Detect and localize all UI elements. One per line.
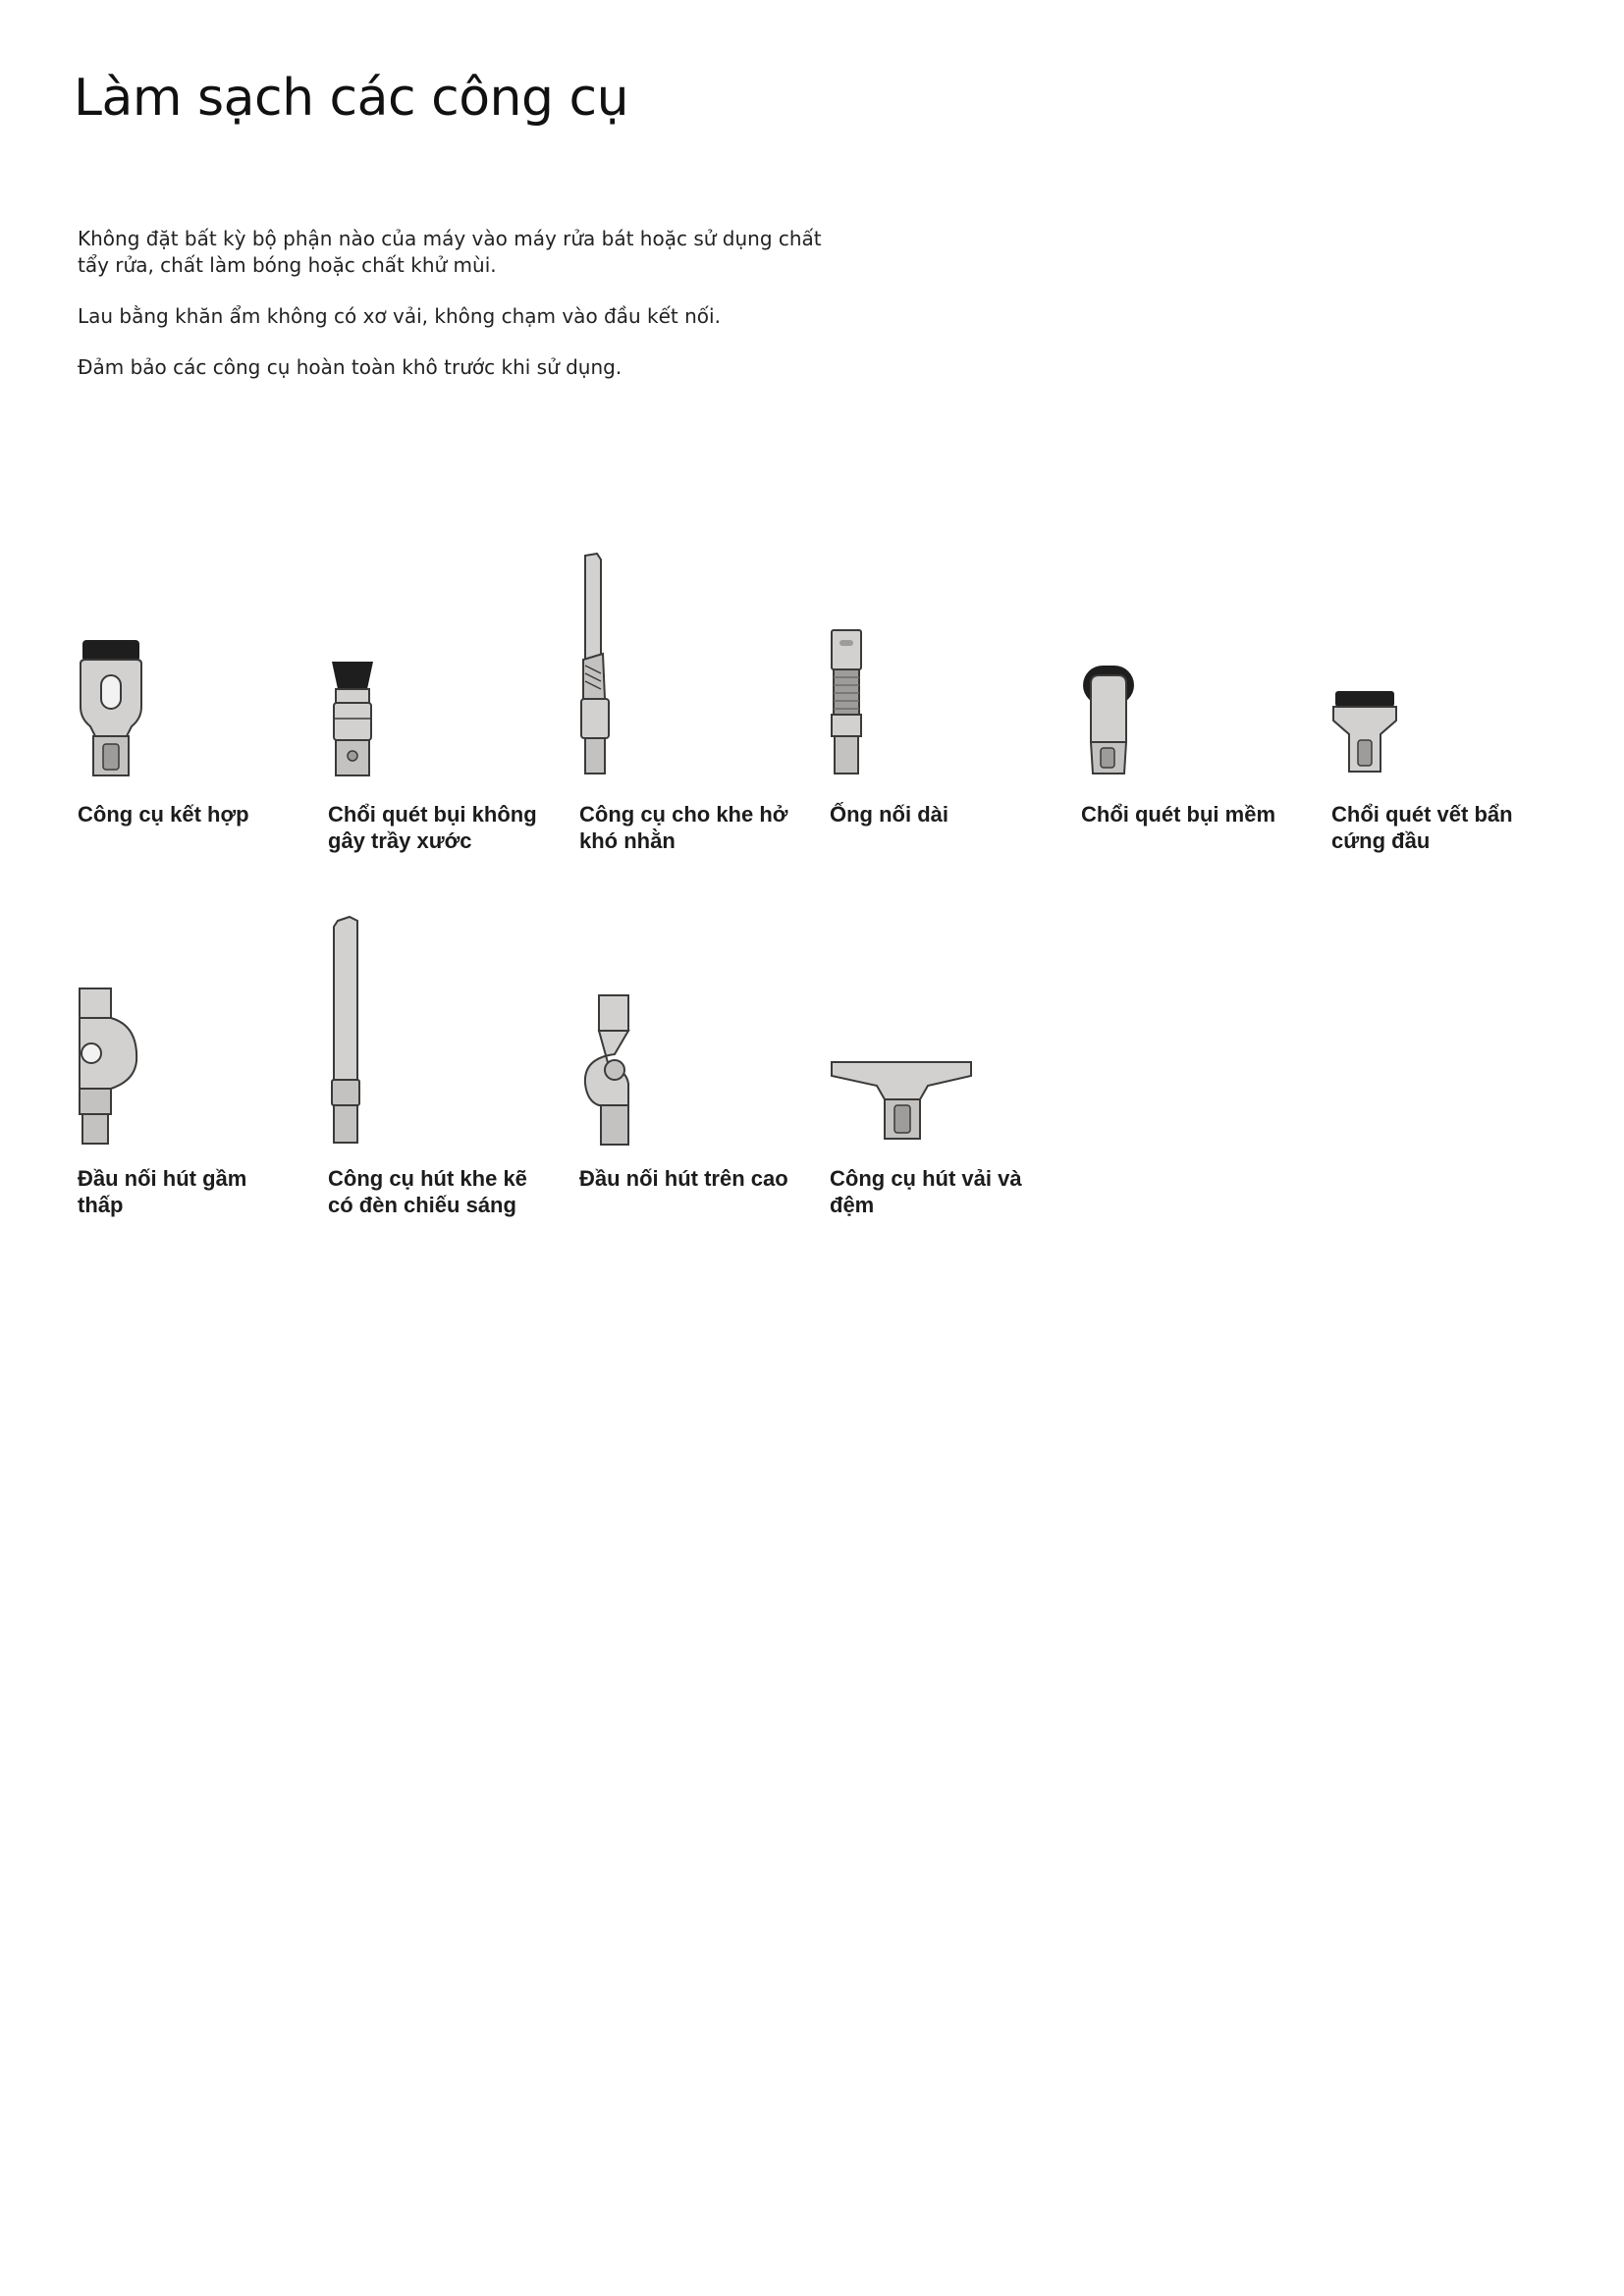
upholstery-tool-icon xyxy=(830,1060,977,1148)
combination-tool-icon xyxy=(78,638,146,785)
tool-label: Chổi quét bụi mềm xyxy=(1081,802,1275,827)
soft-dusting-brush-icon xyxy=(1081,664,1140,785)
tool-label: Công cụ kết hợp xyxy=(78,802,249,827)
tool-label: Ống nối dài xyxy=(830,802,948,827)
instruction-paragraph: Lau bằng khăn ẩm không có xơ vải, không chạm vào đầu kết nối. xyxy=(78,304,721,328)
stubborn-dirt-brush-icon xyxy=(1331,689,1400,785)
tool-label: Công cụ hút khe kẽ có đèn chiếu sáng xyxy=(328,1166,527,1217)
extension-hose-icon xyxy=(830,628,869,785)
instruction-paragraph: Đảm bảo các công cụ hoàn toàn khô trước khi sử dụng. xyxy=(78,355,623,379)
mini-dusting-brush-icon xyxy=(328,660,387,787)
crevice-tool-icon xyxy=(579,552,619,787)
tool-label: Đầu nối hút gầm thấp xyxy=(78,1166,247,1217)
instruction-paragraph: Không đặt bất kỳ bộ phận nào của máy vào máy rửa bát hoặc sử dụng chất tẩy rửa, chất làm bóng hoặc chất khử mùi. xyxy=(78,227,822,277)
page-title: Làm sạch các công cụ xyxy=(74,69,629,128)
tool-label: Đầu nối hút trên cao xyxy=(579,1166,788,1191)
low-reach-adaptor-icon xyxy=(78,987,146,1148)
tool-label: Chổi quét vết bẩn cứng đầu xyxy=(1331,802,1513,853)
light-pipe-crevice-tool-icon xyxy=(328,915,367,1148)
tool-label: Công cụ hút vải và đệm xyxy=(830,1166,1022,1217)
instructions xyxy=(78,226,824,405)
up-top-adaptor-icon xyxy=(579,993,648,1148)
tool-label: Công cụ cho khe hở khó nhằn xyxy=(579,802,788,853)
tool-label: Chổi quét bụi không gây trầy xước xyxy=(328,802,537,853)
